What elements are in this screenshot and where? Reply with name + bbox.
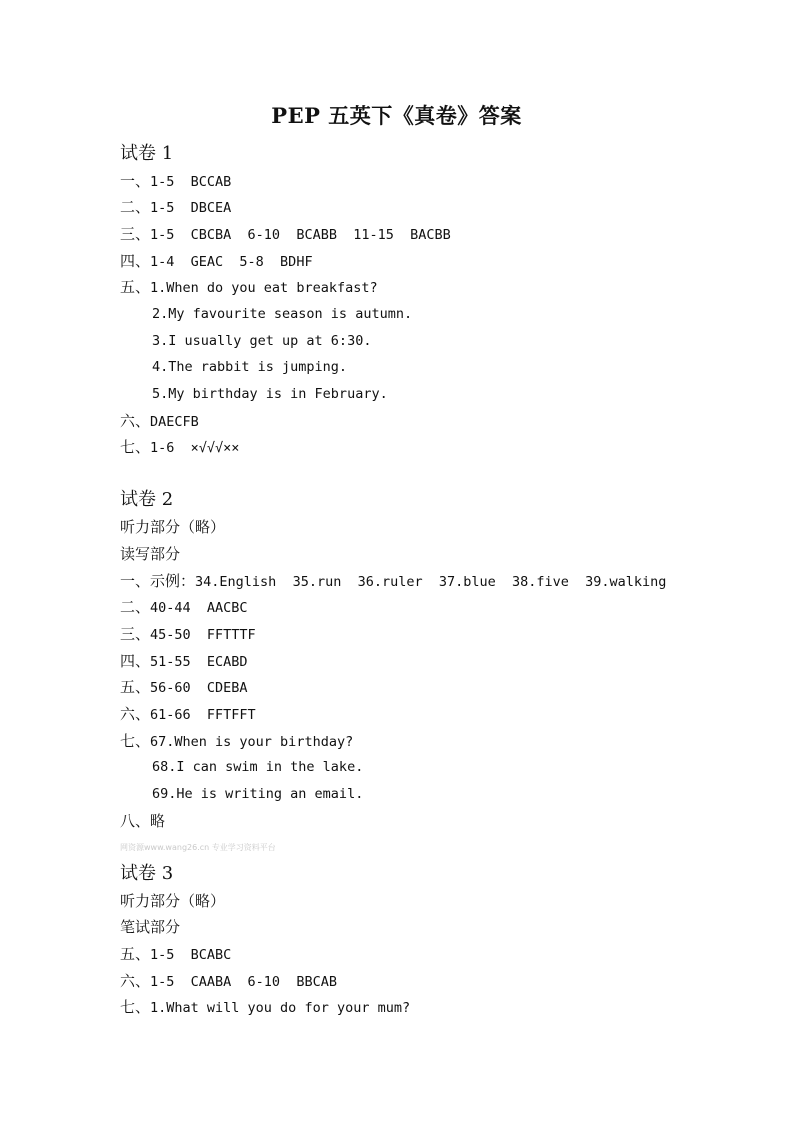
paper-1-q7 <box>120 437 239 458</box>
p3-q6-answers: 1-5 CAABA 6-10 BBCAB <box>150 974 337 990</box>
p2-q6-number: 六、 <box>120 705 151 723</box>
paper-3-listening: 听力部分（略） <box>120 892 226 910</box>
p2-q7-answer-1: 67.When is your birthday? <box>150 734 354 750</box>
p2-q3-number: 三、 <box>120 625 151 643</box>
p2-q1-label: 示例： <box>150 572 196 590</box>
q5-number: 五、 <box>120 278 151 296</box>
paper-3-q5 <box>120 944 231 965</box>
paper-1-q6 <box>120 411 199 432</box>
p2-q1-number: 一、 <box>120 572 151 590</box>
q5-answer-5: 5.My birthday is in February. <box>152 386 388 402</box>
q1-number: 一、 <box>120 172 151 190</box>
paper-1-q1 <box>120 171 231 192</box>
q4-number: 四、 <box>120 252 151 270</box>
p2-q7-number: 七、 <box>120 732 151 750</box>
paper-2-heading: 试卷 2 <box>120 489 174 510</box>
q6-number: 六、 <box>120 412 151 430</box>
paper-2-q6 <box>120 704 256 725</box>
p2-q5-number: 五、 <box>120 678 151 696</box>
p2-q7-answer-3: 69.He is writing an email. <box>152 786 364 802</box>
q5-answer-2: 2.My favourite season is autumn. <box>152 306 413 322</box>
q7-answers: 1-6 ×√√√×× <box>150 440 240 456</box>
p2-q5-answers: 56-60 CDEBA <box>150 680 248 696</box>
paper-1-heading: 试卷 1 <box>120 143 174 164</box>
paper-2-q4 <box>120 651 248 672</box>
paper-3-q6 <box>120 971 337 992</box>
paper-3-written: 笔试部分 <box>120 918 181 936</box>
p2-q8-answers: 略 <box>150 812 166 830</box>
watermark: 网资源www.wang26.cn 专业学习资料平台 <box>120 843 276 852</box>
p2-q6-answers: 61-66 FFTFFT <box>150 707 256 723</box>
paper-3-heading: 试卷 3 <box>120 863 174 884</box>
q5-answer-3: 3.I usually get up at 6:30. <box>152 333 372 349</box>
q2-number: 二、 <box>120 198 151 216</box>
paper-2-q7 <box>120 731 353 752</box>
paper-2-reading: 读写部分 <box>120 545 181 563</box>
q3-number: 三、 <box>120 225 151 243</box>
paper-2-q3 <box>120 624 256 645</box>
p2-q3-answers: 45-50 FFTTTF <box>150 627 256 643</box>
paper-1-q3 <box>120 224 451 245</box>
q3-answers: 1-5 CBCBA 6-10 BCABB 11-15 BACBB <box>150 227 451 243</box>
paper-1-q4 <box>120 251 313 272</box>
paper-2-q1 <box>120 571 666 592</box>
p3-q7-answers: 1.What will you do for your mum? <box>150 1000 411 1016</box>
paper-1-q5 <box>120 277 378 298</box>
q1-answers: 1-5 BCCAB <box>150 174 232 190</box>
p2-q4-answers: 51-55 ECABD <box>150 654 248 670</box>
p2-q2-answers: 40-44 AACBC <box>150 600 248 616</box>
p3-q6-number: 六、 <box>120 972 151 990</box>
p2-q4-number: 四、 <box>120 652 151 670</box>
q6-answers: DAECFB <box>150 414 199 430</box>
p2-q2-number: 二、 <box>120 598 151 616</box>
p3-q5-number: 五、 <box>120 945 151 963</box>
paper-2-q2 <box>120 597 248 618</box>
paper-2-q5 <box>120 677 248 698</box>
paper-1-q2 <box>120 197 231 218</box>
q5-answer-1: 1.When do you eat breakfast? <box>150 280 378 296</box>
paper-2-listening: 听力部分（略） <box>120 518 226 536</box>
p3-q5-answers: 1-5 BCABC <box>150 947 232 963</box>
q5-answer-4: 4.The rabbit is jumping. <box>152 359 348 375</box>
q2-answers: 1-5 DBCEA <box>150 200 232 216</box>
document-title: PEP 五英下《真卷》答案 <box>271 103 522 128</box>
q4-answers: 1-4 GEAC 5-8 BDHF <box>150 254 313 270</box>
paper-3-q7 <box>120 997 410 1018</box>
p2-q8-number: 八、 <box>120 812 151 830</box>
q7-number: 七、 <box>120 438 151 456</box>
p3-q7-number: 七、 <box>120 998 151 1016</box>
p2-q1-answers: 34.English 35.run 36.ruler 37.blue 38.five 39.walking <box>195 574 667 590</box>
p2-q7-answer-2: 68.I can swim in the lake. <box>152 759 364 775</box>
paper-2-q8 <box>120 811 165 832</box>
